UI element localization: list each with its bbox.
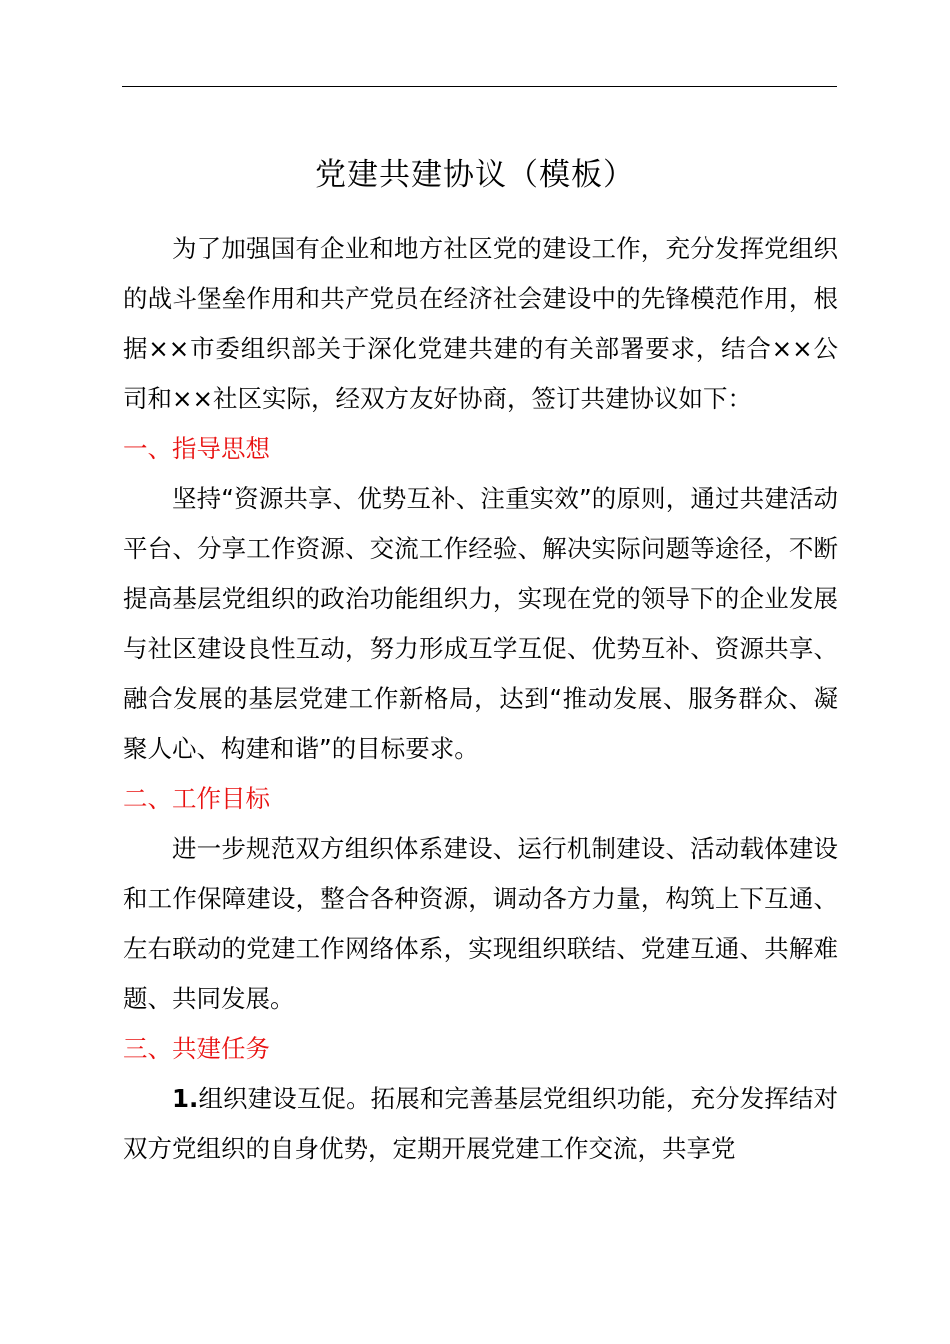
section-heading-joint-tasks: 三、共建任务 — [123, 1034, 270, 1063]
document-body — [123, 224, 838, 1174]
section-heading-guiding-ideology: 一、指导思想 — [123, 434, 270, 463]
item-number: 1. — [172, 1084, 199, 1113]
section-text-joint-tasks — [123, 1074, 838, 1174]
section-heading-work-goals: 二、工作目标 — [123, 784, 270, 813]
section-text-guiding-ideology: 坚持“资源共享、优势互补、注重实效”的原则，通过共建活动平台、分享工作资源、交流工作经验、解决实际问题等途径，不断提高基层党组织的政治功能组织力，实现在党的领导下的企业发展与社区建设良性互动，努力形成互学互促、优势互补、资源共享、融合发展的基层党建工作新格局，达到“推动发展、服务群众、凝聚人心、构建和谐”的目标要求。 — [123, 484, 838, 763]
header-rule — [122, 86, 837, 87]
item-text: 组织建设互促。拓展和完善基层党组织功能，充分发挥结对双方党组织的自身优势，定期开展党建工作交流，共享党 — [123, 1084, 838, 1163]
intro-paragraph: 为了加强国有企业和地方社区党的建设工作，充分发挥党组织的战斗堡垒作用和共产党员在经济社会建设中的先锋模范作用，根据××市委组织部关于深化党建共建的有关部署要求，结合××公司和××社区实际，经双方友好协商，签订共建协议如下： — [123, 234, 838, 413]
section-text-work-goals: 进一步规范双方组织体系建设、运行机制建设、活动载体建设和工作保障建设，整合各种资源，调动各方力量，构筑上下互通、左右联动的党建工作网络体系，实现组织联结、党建互通、共解难题、共同发展。 — [123, 834, 838, 1013]
document-title: 党建共建协议（模板） — [315, 157, 635, 193]
